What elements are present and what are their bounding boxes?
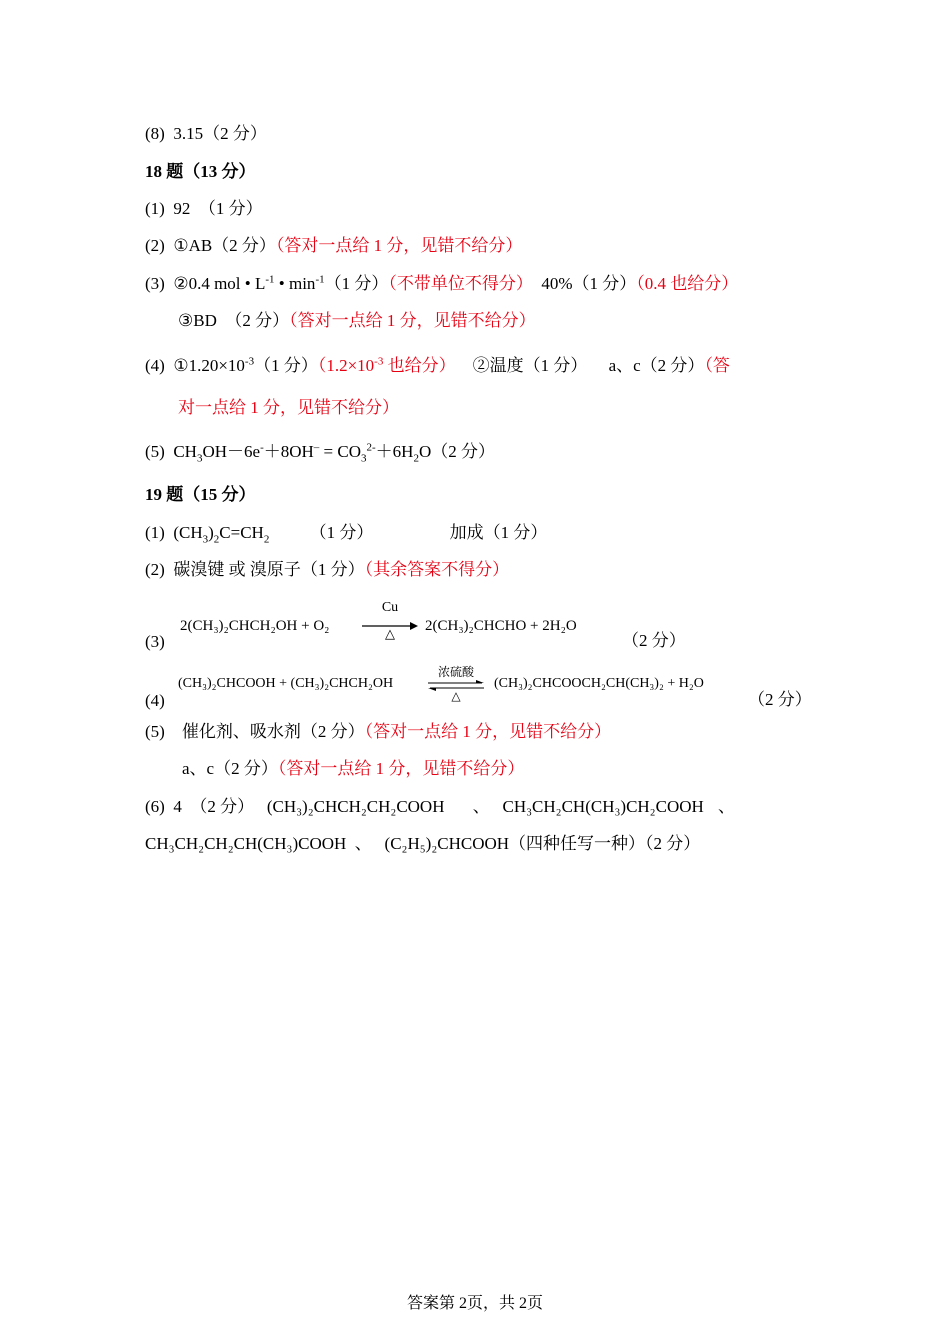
heat-label: △	[385, 626, 395, 641]
grading-note: （答	[704, 356, 730, 375]
page-footer: 答案第 2页，共 2页	[406, 1295, 543, 1312]
grading-note: （答对一点给 1 分，见错不给分）	[364, 722, 612, 741]
grading-note: （$1.2\times 10^{-3}$ 也给分）	[317, 355, 456, 375]
answer-18-5: (5) $CH_3OH-6e^-+8OH^- = CO_3^{2-}+6H_2O(2$ 分）	[145, 441, 495, 465]
catalyst-label: Cu	[381, 600, 399, 615]
heat-label: △	[451, 689, 461, 703]
answer-19-6b: CH₃CH₂CH₂CH(CH₃)COOH 、 (C₂H₅)₂CHCOOH（四种任写一种）（2 分）	[145, 834, 701, 853]
answer-19-5b: a、c（2 分）（答对一点给 1 分，见错不给分）	[182, 759, 525, 778]
answer-19-4-number: (4)	[145, 691, 165, 710]
answer-19-4-score: （2 分）	[748, 690, 812, 709]
grading-note: （其余答案不得分）	[364, 560, 510, 579]
catalyst-label: 浓硫酸	[437, 665, 474, 679]
reaction-4-arrow	[426, 663, 486, 705]
reaction-4-reactants: (CH₃)₂CHCOOH + (CH₃)₂CHCH₂OH	[178, 676, 394, 691]
answer-18-4b: 对一点给 1 分，见错不给分）	[178, 398, 399, 417]
answer-18-4: (4) $①1.20\times 10^{-3}(1$ 分）（$1.2\times 10^{-3}$ 也给分） ②温度（1 分） a、c（2 分）（答	[145, 355, 730, 375]
grading-note: （不带单位不得分）	[388, 274, 533, 293]
answer-17-8: (8) 3.15（2 分）	[145, 124, 267, 143]
answer-18-2: (2) ①AB（2 分）（答对一点给 1 分，见错不给分）	[145, 236, 523, 255]
answer-19-5: (5) 催化剂、吸水剂（2 分）（答对一点给 1 分，见错不给分）	[145, 722, 612, 741]
reaction-4-products: (CH₃)₂CHCOOCH₂CH(CH₃)₂ + H₂O	[494, 676, 704, 691]
answer-19-2: (2) 碳溴键 或 溴原子（1 分）（其余答案不得分）	[145, 560, 510, 579]
question-19-heading: 19 题（15 分）	[145, 485, 256, 504]
grading-note: （答对一点给 1 分，见错不给分）	[275, 236, 523, 255]
answer-18-3: (3) ②0.4 mol • $L^{-1}$ • $\min^{-1}(1$ 分）（不带单位不得分） 40%（1 分）（0.4 也给分）	[145, 273, 739, 293]
reaction-3-products: 2(CH₃)₂CHCHO + 2H₂O	[425, 618, 577, 634]
answer-18-3b: ③BD （2 分）（答对一点给 1 分，见错不给分）	[178, 311, 536, 330]
answer-18-1: (1) 92 （1 分）	[145, 199, 263, 218]
answer-19-3-number: (3)	[145, 632, 165, 651]
question-18-heading: 18 题（13 分）	[145, 162, 256, 181]
answer-19-6: (6) 4 （2 分） (CH₃)₂CHCH₂CH₂COOH 、 CH₃CH₂CH(CH₃)CH₂COOH 、	[145, 797, 736, 816]
answer-19-3-score: （2 分）	[622, 631, 686, 650]
grading-note: （答对一点给 1 分，见错不给分）	[289, 311, 536, 330]
grading-note: （答对一点给 1 分，见错不给分）	[277, 759, 525, 778]
reaction-3-reactants: 2(CH₃)₂CHCH₂OH + O₂	[180, 618, 330, 634]
grading-note: （0.4 也给分）	[636, 274, 739, 293]
reaction-3-arrow	[360, 600, 420, 644]
answer-19-1: (1) $(CH_3)_2C=CH_2$ （1 分） 加成（1 分）	[145, 523, 548, 546]
